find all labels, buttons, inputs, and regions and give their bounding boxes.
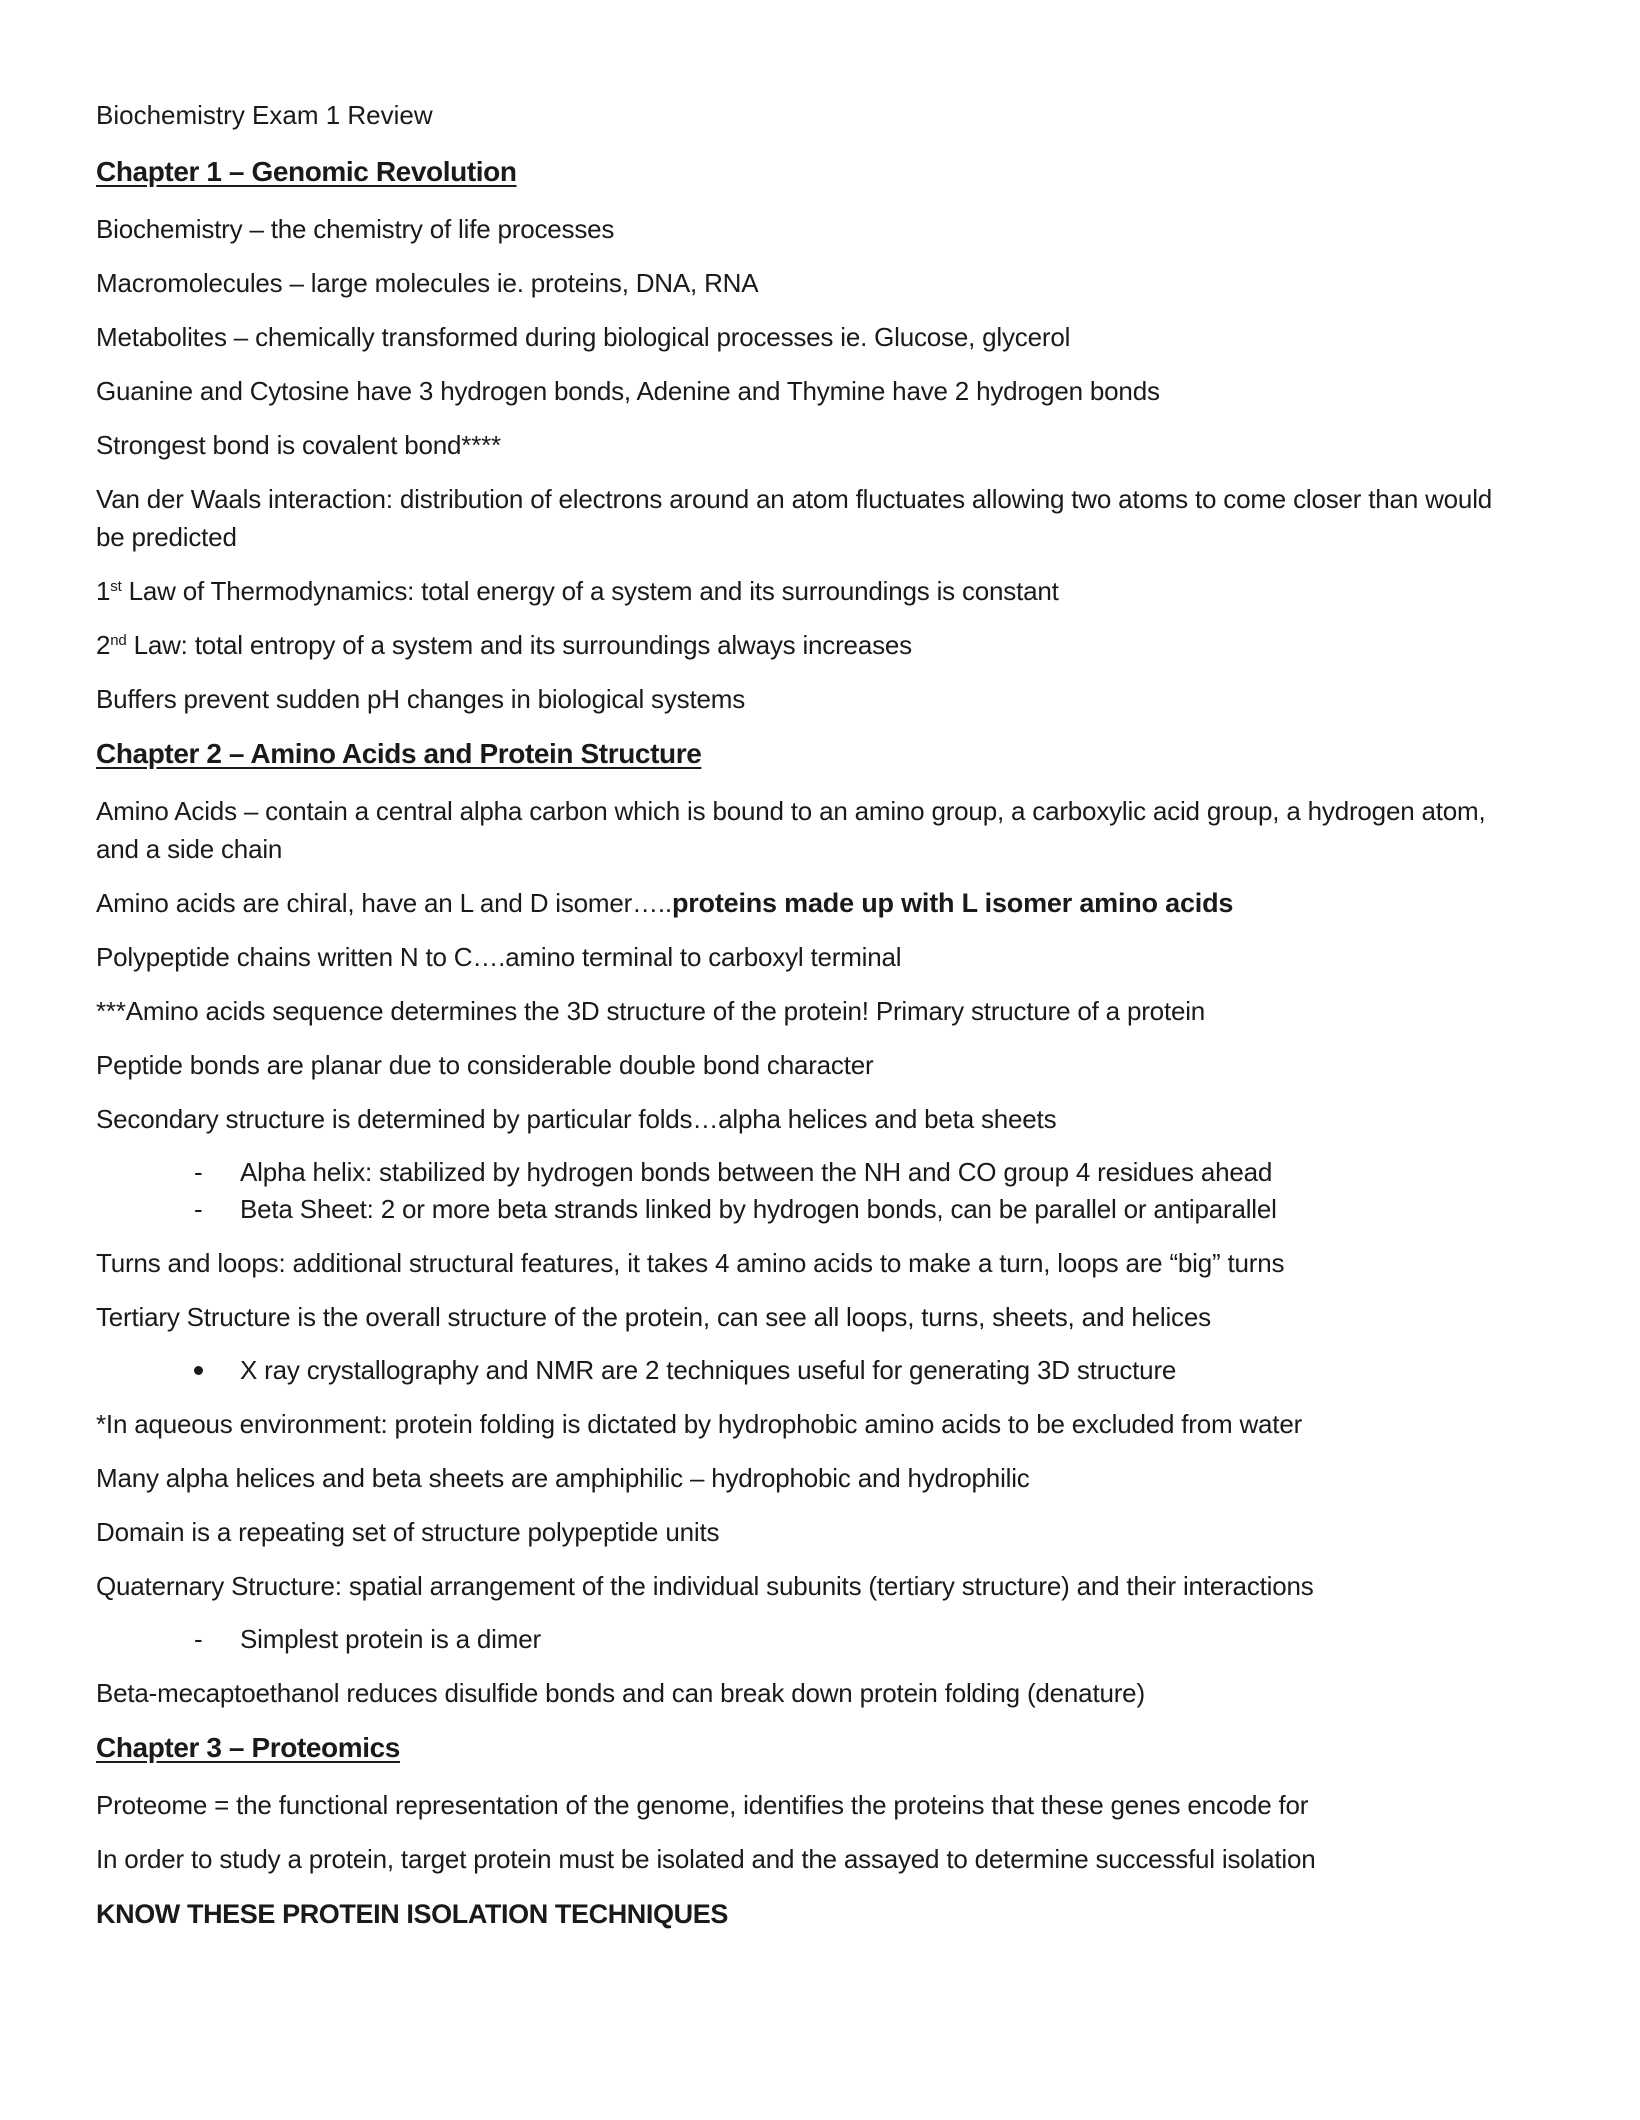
first-law-number: 1 xyxy=(96,576,111,606)
list-item-xray-nmr xyxy=(96,1352,1516,1389)
chapter-1-heading: Chapter 1 – Genomic Revolution xyxy=(96,156,517,187)
note-hydrogen-bonds: Guanine and Cytosine have 3 hydrogen bonds, Adenine and Thymine have 2 hydrogen bonds xyxy=(96,376,1160,406)
dash-marker: - xyxy=(194,1157,203,1187)
bullet-icon xyxy=(194,1366,203,1375)
definition-macromolecules: Macromolecules – large molecules ie. proteins, DNA, RNA xyxy=(96,268,759,298)
dash-marker: - xyxy=(194,1194,203,1224)
second-law-number: 2 xyxy=(96,630,111,660)
document-title: Biochemistry Exam 1 Review xyxy=(96,100,433,130)
note-domain: Domain is a repeating set of structure polypeptide units xyxy=(96,1517,720,1547)
note-protein-isolation: In order to study a protein, target protein must be isolated and the assayed to determine successful isolation xyxy=(96,1844,1316,1874)
definition-amino-acids: Amino Acids – contain a central alpha carbon which is bound to an amino group, a carboxylic acid group, a hydrogen atom, and a side chain xyxy=(96,796,1486,864)
definition-metabolites: Metabolites – chemically transformed during biological processes ie. Glucose, glycerol xyxy=(96,322,1071,352)
note-van-der-waals: Van der Waals interaction: distribution of electrons around an atom fluctuates allowing two atoms to come closer than would be predicted xyxy=(96,484,1493,552)
quaternary-structure-list xyxy=(96,1621,1516,1658)
note-covalent-bond: Strongest bond is covalent bond**** xyxy=(96,430,501,460)
tertiary-structure-list xyxy=(96,1352,1516,1389)
note-secondary-structure: Secondary structure is determined by particular folds…alpha helices and beta sheets xyxy=(96,1104,1057,1134)
note-first-law xyxy=(96,572,1516,610)
first-law-text: Law of Thermodynamics: total energy of a system and its surroundings is constant xyxy=(121,576,1059,606)
note-peptide-bonds: Peptide bonds are planar due to considerable double bond character xyxy=(96,1050,874,1080)
note-aqueous-folding: *In aqueous environment: protein folding is dictated by hydrophobic amino acids to be excluded from water xyxy=(96,1409,1303,1439)
note-buffers: Buffers prevent sudden pH changes in biological systems xyxy=(96,684,746,714)
list-item-alpha-helix xyxy=(96,1154,1516,1191)
list-item-text: X ray crystallography and NMR are 2 techniques useful for generating 3D structure xyxy=(240,1355,1177,1385)
list-item-dimer xyxy=(96,1621,1516,1658)
note-amphiphilic: Many alpha helices and beta sheets are amphiphilic – hydrophobic and hydrophilic xyxy=(96,1463,1030,1493)
definition-proteome: Proteome = the functional representation of the genome, identifies the proteins that these genes encode for xyxy=(96,1790,1309,1820)
document-page xyxy=(96,96,1516,1950)
note-second-law xyxy=(96,626,1516,664)
secondary-structure-list xyxy=(96,1154,1516,1228)
chirality-emphasis: proteins made up with L isomer amino acids xyxy=(671,888,1234,918)
list-item-beta-sheet xyxy=(96,1191,1516,1228)
second-law-text: Law: total entropy of a system and its surroundings always increases xyxy=(126,630,912,660)
second-law-suffix: nd xyxy=(110,632,127,649)
note-beta-mercaptoethanol: Beta-mecaptoethanol reduces disulfide bonds and can break down protein folding (denature) xyxy=(96,1678,1145,1708)
note-tertiary-structure: Tertiary Structure is the overall structure of the protein, can see all loops, turns, sheets, and helices xyxy=(96,1302,1211,1332)
list-item-text: Simplest protein is a dimer xyxy=(240,1624,541,1654)
definition-biochemistry: Biochemistry – the chemistry of life processes xyxy=(96,214,615,244)
first-law-suffix: st xyxy=(110,578,122,595)
note-quaternary-structure: Quaternary Structure: spatial arrangement of the individual subunits (tertiary structure) and their interactions xyxy=(96,1571,1314,1601)
note-turns-loops: Turns and loops: additional structural features, it takes 4 amino acids to make a turn, loops are “big” turns xyxy=(96,1248,1285,1278)
chirality-text: Amino acids are chiral, have an L and D isomer….. xyxy=(96,888,672,918)
note-polypeptide-direction: Polypeptide chains written N to C….amino terminal to carboxyl terminal xyxy=(96,942,902,972)
chapter-2-heading: Chapter 2 – Amino Acids and Protein Structure xyxy=(96,738,702,769)
list-item-text: Alpha helix: stabilized by hydrogen bonds between the NH and CO group 4 residues ahead xyxy=(240,1157,1273,1187)
dash-marker: - xyxy=(194,1624,203,1654)
note-primary-structure: ***Amino acids sequence determines the 3D structure of the protein! Primary structure of a protein xyxy=(96,996,1206,1026)
note-chirality xyxy=(96,884,1516,922)
chapter-3-heading: Chapter 3 – Proteomics xyxy=(96,1732,400,1763)
isolation-techniques-heading: KNOW THESE PROTEIN ISOLATION TECHNIQUES xyxy=(96,1899,728,1929)
list-item-text: Beta Sheet: 2 or more beta strands linked by hydrogen bonds, can be parallel or antiparallel xyxy=(240,1194,1277,1224)
